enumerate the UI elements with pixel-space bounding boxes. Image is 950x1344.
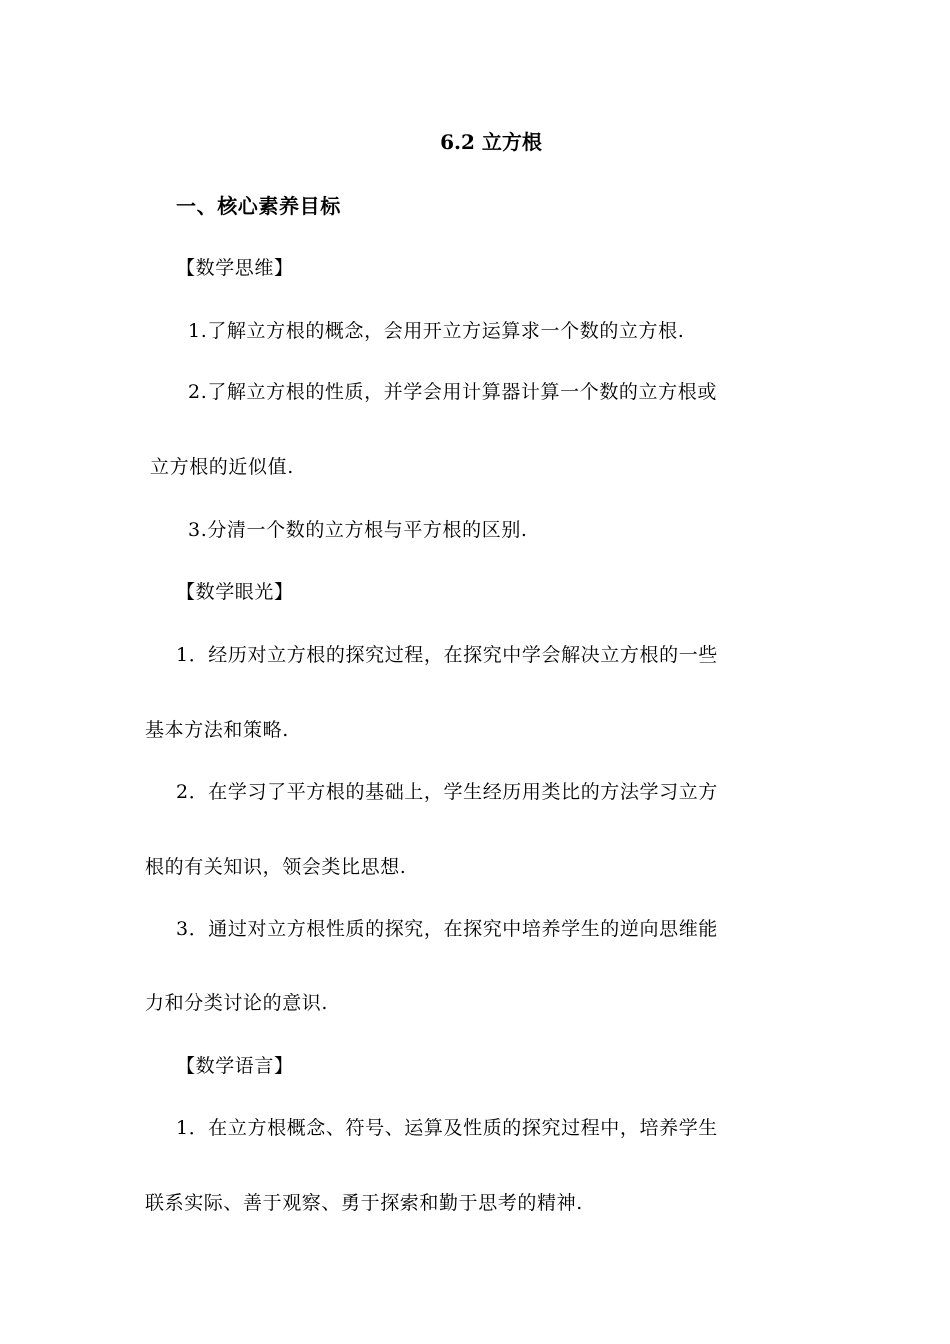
- vision-item-2-cont: 根的有关知识，领会类比思想.: [145, 856, 407, 878]
- thinking-item-1: 1.了解立方根的概念，会用开立方运算求一个数的立方根.: [188, 320, 685, 342]
- language-item-1-cont: 联系实际、善于观察、勇于探索和勤于思考的精神.: [145, 1192, 583, 1214]
- language-label: 【数学语言】: [176, 1055, 294, 1077]
- vision-item-3: 3．通过对立方根性质的探究，在探究中培养学生的逆向思维能: [176, 918, 718, 940]
- vision-item-3-cont: 力和分类讨论的意识.: [145, 992, 329, 1014]
- thinking-item-2-cont: 立方根的近似值.: [150, 456, 294, 478]
- page-title: 6.2 立方根: [440, 130, 542, 154]
- thinking-item-2: 2.了解立方根的性质，并学会用计算器计算一个数的立方根或: [188, 381, 717, 403]
- language-item-1: 1．在立方根概念、符号、运算及性质的探究过程中，培养学生: [176, 1117, 718, 1139]
- vision-item-1: 1．经历对立方根的探究过程，在探究中学会解决立方根的一些: [176, 644, 718, 666]
- vision-item-1-cont: 基本方法和策略.: [145, 719, 289, 741]
- vision-label: 【数学眼光】: [176, 581, 294, 603]
- vision-item-2: 2．在学习了平方根的基础上，学生经历用类比的方法学习立方: [176, 781, 718, 803]
- thinking-item-3: 3.分清一个数的立方根与平方根的区别.: [188, 519, 528, 541]
- thinking-label: 【数学思维】: [176, 257, 294, 279]
- section-heading: 一、核心素养目标: [176, 194, 341, 218]
